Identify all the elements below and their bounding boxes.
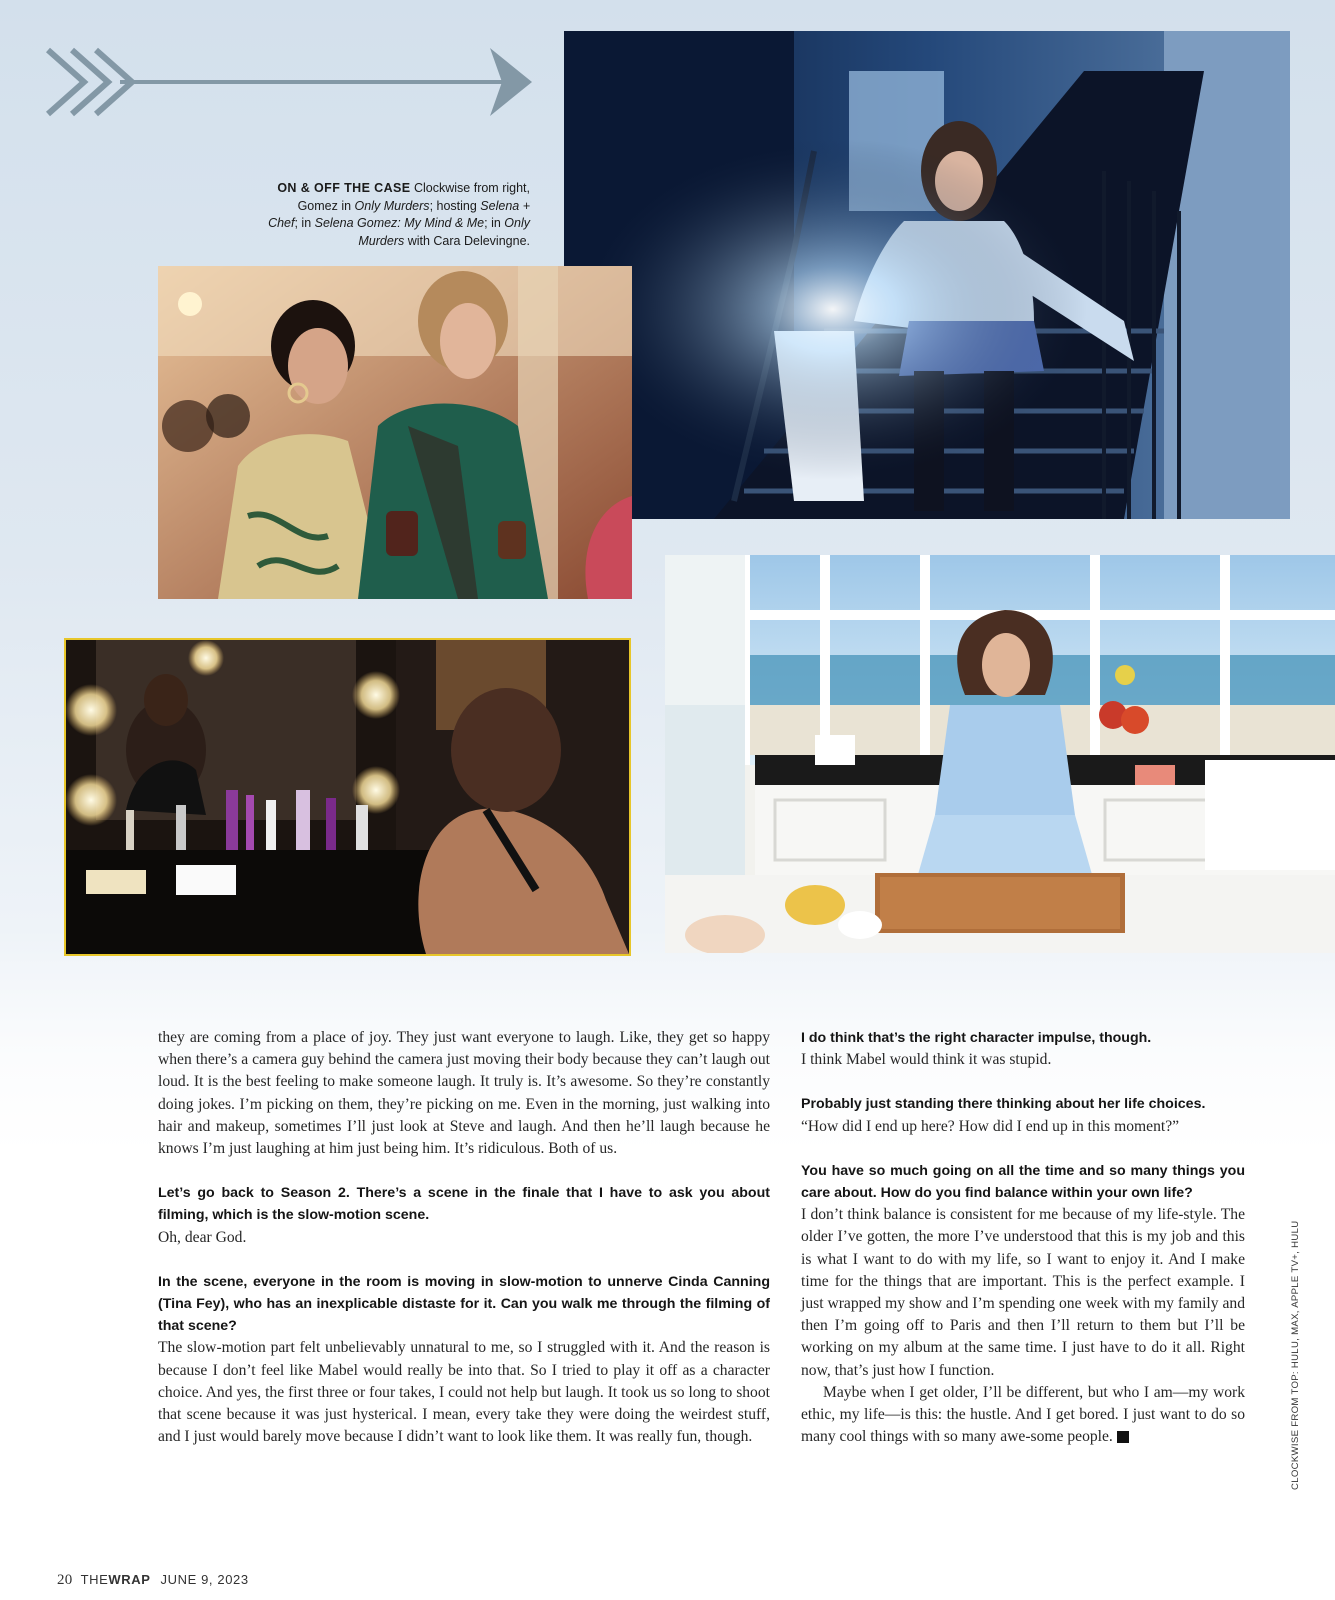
article-column-right	[801, 1027, 1245, 1448]
caption-text: Clockwise from right,	[410, 181, 530, 195]
caption-show-title: Only Murders	[354, 198, 430, 213]
answer-paragraph: Oh, dear God.	[158, 1228, 247, 1246]
interview-question: I do think that’s the right character impulse, though.	[801, 1030, 1152, 1046]
photo-party-scene	[158, 266, 632, 599]
page-number: 20	[57, 1572, 73, 1588]
caption-text: ; in	[294, 216, 315, 230]
end-mark-icon: W	[1117, 1431, 1129, 1443]
article-column-left	[158, 1027, 770, 1448]
photo-caption	[200, 180, 530, 250]
caption-show-title: Only	[504, 216, 530, 230]
answer-paragraph: “How did I end up here? How did I end up in this moment?”	[801, 1117, 1180, 1135]
answer-paragraph: I don’t think balance is consistent for me because of my life-style. The older I’ve gotten, the more I’ve understood that this is my job and this is what I want to do with my life, so I want to enjoy it. And I make time for the things that are important. This is the perfect example. I just wrapped my show and I’m spending one week with my family and then I’m going off to Paris and then I’ll return to them but I’ll be working on my album at the same time. I just have to do it all. Right now, that’s just how I function.	[801, 1206, 1245, 1379]
issue-date: JUNE 9, 2023	[160, 1572, 249, 1587]
answer-paragraph: The slow-motion part felt unbelievably unnatural to me, so I struggled with it. And the reason is because I don’t feel like Mabel would really be into that. So I tried to play it off as a character choice. And yes, the first three or four takes, I could not help but laugh. It took us so long to shoot that scene because it was just hysterical. I mean, every take they were doing the weirdest stuff, and I just would barely move because I didn’t want to look like them. It was really fun, though.	[158, 1339, 770, 1446]
photo-kitchen-show	[665, 555, 1335, 953]
caption-show-title: Murders	[358, 233, 405, 248]
photo-dressing-room	[64, 638, 631, 956]
caption-show-title: Chef	[268, 216, 295, 230]
caption-text: with Cara Delevingne.	[404, 233, 530, 248]
answer-paragraph-final	[801, 1382, 1245, 1449]
interview-question: Probably just standing there thinking about her life choices.	[801, 1096, 1206, 1113]
photo-staircase-scene	[564, 31, 1290, 519]
caption-lead: ON & OFF THE CASE	[277, 181, 411, 195]
decorative-arrow	[40, 42, 540, 122]
magazine-name-the: THE	[80, 1572, 109, 1587]
caption-show-title: Selena +	[480, 198, 530, 213]
answer-paragraph: I think Mabel would think it was stupid.	[801, 1051, 1052, 1069]
answer-text: Maybe when I get older, I’ll be different, but who I am—my work ethic, my life—is this: the hustle. And I get bored. I just want to do so many cool things with so many awe-some people.	[801, 1383, 1245, 1446]
photo-credit: CLOCKWISE FROM TOP: HULU, MAX, APPLE TV+, HULU	[1290, 1220, 1301, 1490]
interview-question: In the scene, everyone in the room is moving in slow-motion to unnerve Cinda Canning (Tina Fey), who has an inexplicable distaste for it. Can you walk me through the filming of that scene?	[158, 1273, 770, 1335]
answer-paragraph: they are coming from a place of joy. They just want everyone to laugh. Like, they get so happy when there’s a camera guy behind the camera just moving their body because they can’t laugh out loud. It is the best feeling to make someone laugh. It truly is. It’s awesome. So they’re constantly doing jokes. I’m picking on them, they’re picking on me. Even in the morning, just walking into hair and makeup, sometimes I’ll just look at Steve and laugh. And then he’ll laugh because he knows I’m just laughing at him just being him. It’s ridiculous. Both of us.	[158, 1029, 770, 1158]
caption-text: ; hosting	[429, 198, 481, 213]
caption-show-title: Selena Gomez: My Mind & Me	[314, 216, 485, 230]
caption-text: ; in	[484, 216, 505, 230]
magazine-name-wrap: WRAP	[108, 1572, 151, 1587]
interview-question: You have so much going on all the time and so many things you care about. How do you find balance within your own life?	[801, 1162, 1245, 1202]
page-footer	[57, 1572, 249, 1589]
caption-text: Gomez in	[297, 198, 355, 213]
interview-question: Let’s go back to Season 2. There’s a scene in the finale that I have to ask you about filming, which is the slow-motion scene.	[158, 1185, 770, 1224]
